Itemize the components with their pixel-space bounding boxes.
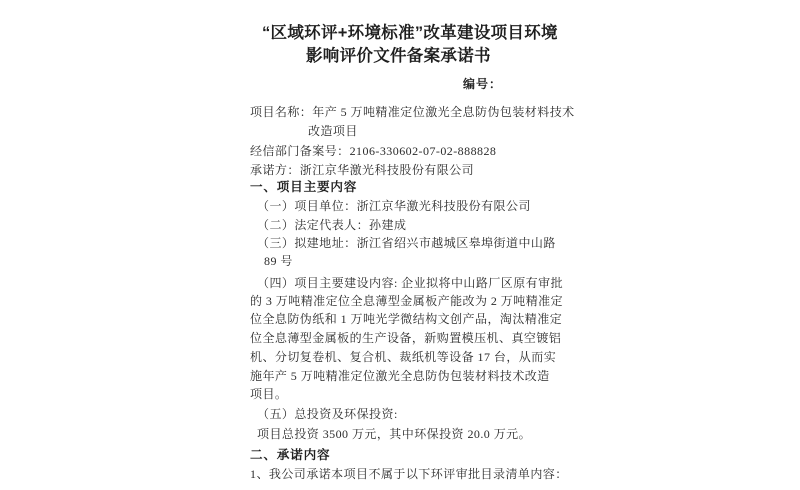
item-4-construction-content: （四）项目主要建设内容: 企业拟将中山路厂区原有审批	[257, 276, 564, 290]
item-1-project-unit: （一）项目单位：浙江京华激光科技股份有限公司	[257, 199, 531, 213]
document-title-line-2: 影响评价文件备案承诺书	[306, 47, 491, 65]
filing-number-line: 经信部门备案号：2106-330602-07-02-888828	[250, 144, 497, 158]
commitment-item-1-line: 1、我公司承诺本项目不属于以下环评审批目录清单内容：	[250, 467, 568, 481]
document-line: 位全息防伪纸和 1 万吨光学微结构文创产品，淘汰精准定	[250, 312, 563, 326]
project-name-line: 项目名称：年产 5 万吨精准定位激光全息防伪包装材料技术	[250, 105, 575, 119]
document-line: 位全息薄型金属板的生产设备，新购置模压机、真空镀铝	[250, 331, 562, 345]
project-name-continuation: 改造项目	[308, 124, 358, 138]
item-5-investment-heading: （五）总投资及环保投资:	[257, 407, 398, 421]
document-line: 机、分切复卷机、复合机、裁纸机等设备 17 台，从而实	[250, 350, 557, 364]
document-line: 施年产 5 万吨精准定位激光全息防伪包装材料技术改造	[250, 369, 550, 383]
address-continuation: 89 号	[264, 254, 293, 268]
item-2-legal-representative: （二）法定代表人：孙建成	[257, 218, 407, 232]
section-2-heading: 二、承诺内容	[250, 448, 331, 462]
document-line: 项目。	[250, 387, 288, 401]
serial-number-label: 编号：	[463, 77, 503, 91]
investment-amount-line: 项目总投资 3500 万元，其中环保投资 20.0 万元。	[257, 427, 532, 441]
document-line: 的 3 万吨精准定位全息薄型金属板产能改为 2 万吨精准定	[250, 294, 564, 308]
committer-line: 承诺方：浙江京华激光科技股份有限公司	[250, 163, 475, 177]
document-title-line-1: “区域环评+环境标准”改革建设项目环境	[262, 24, 558, 42]
item-3-proposed-address: （三）拟建地址：浙江省绍兴市越城区皋埠街道中山路	[257, 236, 556, 250]
section-1-heading: 一、项目主要内容	[250, 180, 358, 194]
